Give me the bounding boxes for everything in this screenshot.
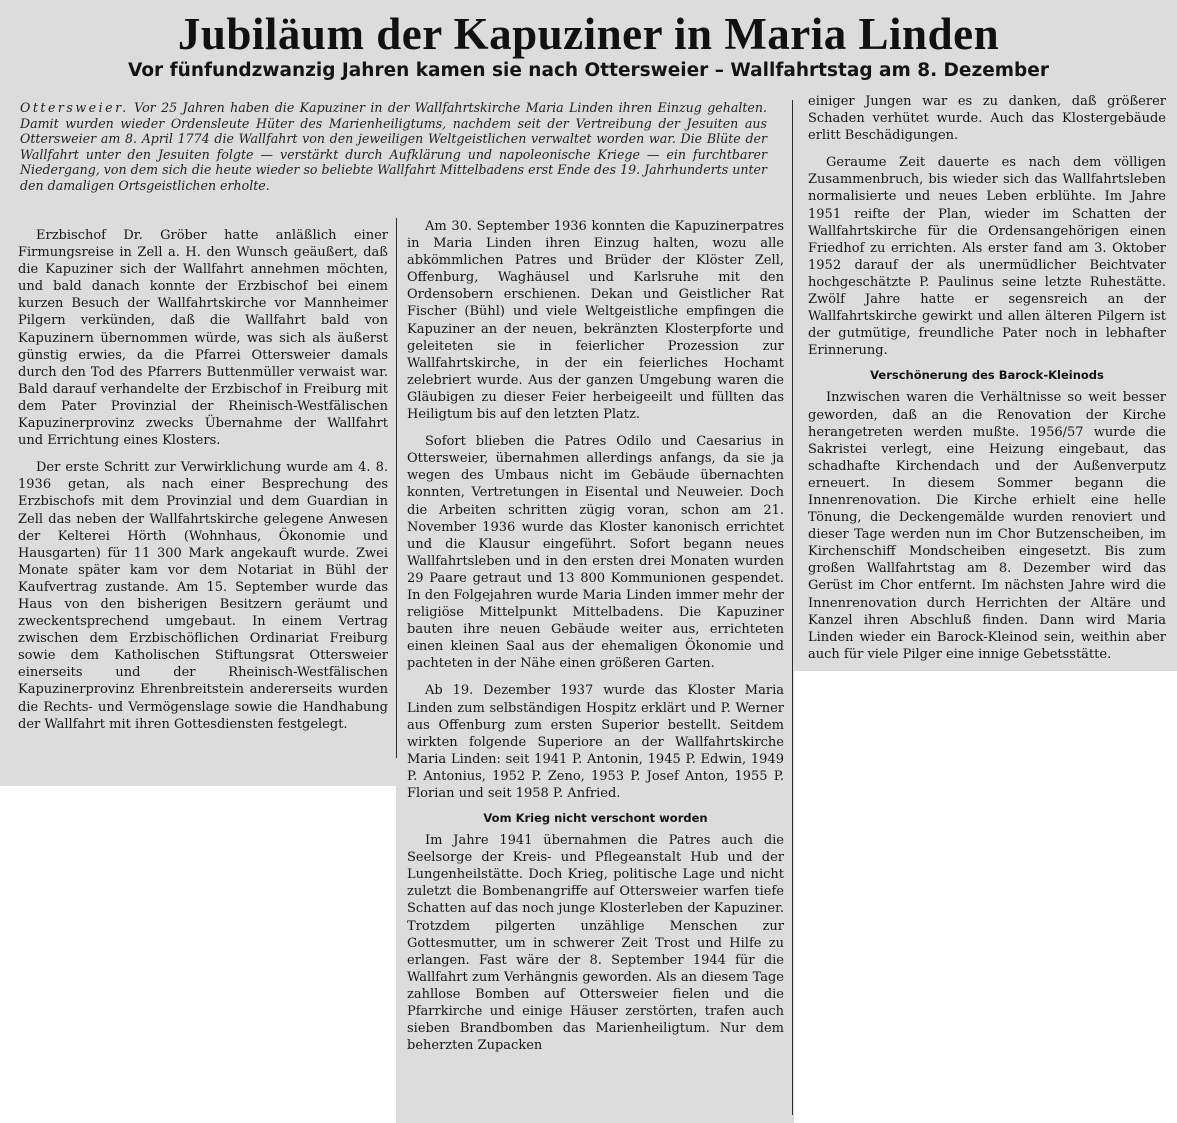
article-title: Jubiläum der Kapuziner in Maria Linden <box>177 9 1000 59</box>
lead-place: Ottersweier. <box>20 100 129 115</box>
paragraph: Erzbischof Dr. Gröber hatte anläßlich einer Firmungsreise in Zell a. H. den Wunsch geäußert, daß die Kapuziner sich der Wallfahrt annehmen möchten, und bald danach konnte der Erzbischof bei einem kurzen Besuch der Wallfahrtskirche vor Mannheimer Pilgern verkünden, daß die Wallfahrt bald von Kapuzinern übernommen würde, was sich als äußerst günstig erwies, da die Pfarrei Ottersweier damals durch den Tod des Pfarrers Buttenmüller verwaist war. Bald darauf verhandelte der Erzbischof in Freiburg mit dem Pater Provinzial der Rheinisch-Westfälischen Kapuzinerprovinz zwecks Übernahme der Wallfahrt und Errichtung eines Klosters. <box>18 228 388 449</box>
section-heading-renovation: Verschönerung des Barock-Kleinods <box>870 368 1104 383</box>
paragraph: Im Jahre 1941 übernahmen die Patres auch die Seelsorge der Kreis- und Pflegeanstalt Hub und der Lungenheilstätte. Doch Krieg, politische Lage und nicht zuletzt die Bombenangriffe auf Ottersweier warfen tiefe Schatten auf das noch junge Klosterleben der Kapuziner. Trotzdem pilgerten unzählige Menschen zur Gottesmutter, um in schwerer Zeit Trost und Hilfe zu erlangen. Fast wäre der 8. September 1944 für die Wallfahrt zum Verhängnis geworden. Als an diesem Tage zahllose Bomben auf Ottersweier fielen und die Pfarrkirche und einige Häuser zerstörten, trafen auch sieben Brandbomben das Marienheiligtum. Nur dem beherzten Zupacken <box>407 833 784 1054</box>
column-rule-left <box>396 218 397 758</box>
paragraph: Sofort blieben die Patres Odilo und Caesarius in Ottersweier, übernahmen allerdings anfangs, da sie ja wegen des Umbaus nicht im Gebäude übernachten konnten, Vertretungen in Eisental und Neuweier. Doch die Arbeiten schritten zügig voran, schon am 21. November 1936 wurde das Kloster kanonisch errichtet und die Klausur eingeführt. Sofort begann neues Wallfahrtsleben und in den ersten drei Monaten wurden 29 Paare getraut und 13 800 Kommunionen gespendet. In den Folgejahren wurde Maria Linden immer mehr der religiöse Mittelpunkt Mittelbadens. Die Kapuziner bauten ihre neuen Gebäude weiter aus, errichteten einen kleinen Saal aus der ehemaligen Ökonomie und pachteten in der Nähe einen größeren Garten. <box>407 434 784 672</box>
column-1 <box>18 227 388 733</box>
column-rule-right <box>792 100 793 1115</box>
paragraph: einiger Jungen war es zu danken, daß größerer Schaden verhütet wurde. Auch das Klostergebäude erlitt Beschädigungen. <box>808 94 1166 144</box>
paragraph: Der erste Schritt zur Verwirklichung wurde am 4. 8. 1936 getan, als nach einer Besprechung des Erzbischofs mit dem Provinzial und dem Guardian in Zell das neben der Wallfahrtskirche gelegene Anwesen der Kelterei Hörth (Wohnhaus, Ökonomie und Hausgarten) für 11 300 Mark angekauft wurde. Zwei Monate später kam vor dem Notariat in Bühl der Kaufvertrag zustande. Am 15. September wurde das Haus von den bisherigen Besitzern geräumt und zweckentsprechend umgebaut. In einem Vertrag zwischen dem Erzbischöflichen Ordinariat Freiburg sowie dem Katholischen Stiftungsrat Ottersweier einerseits und der Rheinisch-Westfälischen Kapuzinerprovinz Ehrenbreitstein andererseits wurden die Rechts- und Vermögenslage sowie die Handhabung der Wallfahrt mit ihren Gottesdiensten festgelegt. <box>18 460 388 732</box>
column-2 <box>407 218 784 1054</box>
paragraph: Am 30. September 1936 konnten die Kapuzinerpatres in Maria Linden ihren Einzug halten, wozu alle abkömmlichen Patres und Brüder der Klöster Zell, Offenburg, Waghäusel und Karlsruhe mit den Ordensobern erschienen. Dekan und Geistlicher Rat Fischer (Bühl) und viele Weltgeistliche empfingen die Kapuziner an der neuen, bekränzten Klosterpforte und geleiteten sie in feierlicher Prozession zur Wallfahrtskirche, in der ein feierliches Hochamt zelebriert wurde. Aus der ganzen Umgebung waren die Gläubigen zu dieser Feier herbeigeeilt und füllten das Heiligtum bis auf den letzten Platz. <box>407 219 784 423</box>
paragraph: Geraume Zeit dauerte es nach dem völligen Zusammenbruch, bis wieder sich das Wallfahrtsleben normalisierte und neues Leben erblühte. Im Jahre 1951 reifte der Plan, wieder im Schatten der Wallfahrtskirche für die Ordensangehörigen einen Friedhof zu errichten. Als erster fand am 3. Oktober 1952 darauf der als unermüdlicher Beichtvater hochgeschätzte P. Paulinus seine letzte Ruhestätte. Zwölf Jahre hatte er segensreich an der Wallfahrtskirche gewirkt und allen älteren Pilgern ist der gutmütige, freundliche Pater noch in lebhafter Erinnerung. <box>808 155 1166 359</box>
article-subtitle: Vor fünfundzwanzig Jahren kamen sie nach Ottersweier – Wallfahrtstag am 8. Dezember <box>128 60 1049 81</box>
lead-text: Vor 25 Jahren haben die Kapuziner in der Wallfahrtskirche Maria Linden ihren Einzug gehalten. Damit wurden wieder Ordensleute Hüter des Marienheiligtums, nachdem seit der Vertreibung der Jesuiten aus Ottersweier am 8. April 1774 die Wallfahrt von den jeweiligen Weltgeistlichen verwaltet worden war. Die Blüte der Wallfahrt unter den Jesuiten folgte — verstärkt durch Aufklärung und napoleonische Kriege — ein furchtbarer Niedergang, von dem sich die heute wieder so beliebte Wallfahrt Mittelbadens erst Ende des 19. Jahrhunderts unter den damaligen Ortsgeistlichen erholte. <box>20 100 767 193</box>
paragraph: Inzwischen waren die Verhältnisse so weit besser geworden, daß an die Renovation der Kirche herangetreten werden mußte. 1956/57 wurde die Sakristei verlegt, eine Heizung eingebaut, das schadhafte Kirchendach und der Außenverputz erneuert. In diesem Sommer begann die Innenrenovation. Die Kirche erhielt eine helle Tönung, die Deckengemälde wurden renoviert und dieser Tage werden nun im Chor Butzenscheiben, im Kirchenschiff Mondscheiben eingesetzt. Bis zum großen Wallfahrtstag am 8. Dezember wird das Gerüst im Chor entfernt. Im nächsten Jahre wird die Innenrenovation durch Herrichten der Altäre und Kanzel ihren Abschluß finden. Dann wird Maria Linden wieder ein Barock-Kleinod sein, weithin aber auch für viele Pilger eine innige Gebetsstätte. <box>808 390 1166 662</box>
paragraph: Ab 19. Dezember 1937 wurde das Kloster Maria Linden zum selbständigen Hospitz erklärt und P. Werner aus Offenburg zum ersten Superior bestellt. Seitdem wirkten folgende Superiore an der Wallfahrtskirche Maria Linden: seit 1941 P. Antonin, 1945 P. Edwin, 1949 P. Antonius, 1952 P. Zeno, 1953 P. Josef Anton, 1955 P. Florian und seit 1958 P. Anfried. <box>407 683 784 801</box>
section-heading-war: Vom Krieg nicht verschont worden <box>483 811 708 826</box>
column-3 <box>808 93 1166 663</box>
lead-paragraph <box>20 100 767 194</box>
